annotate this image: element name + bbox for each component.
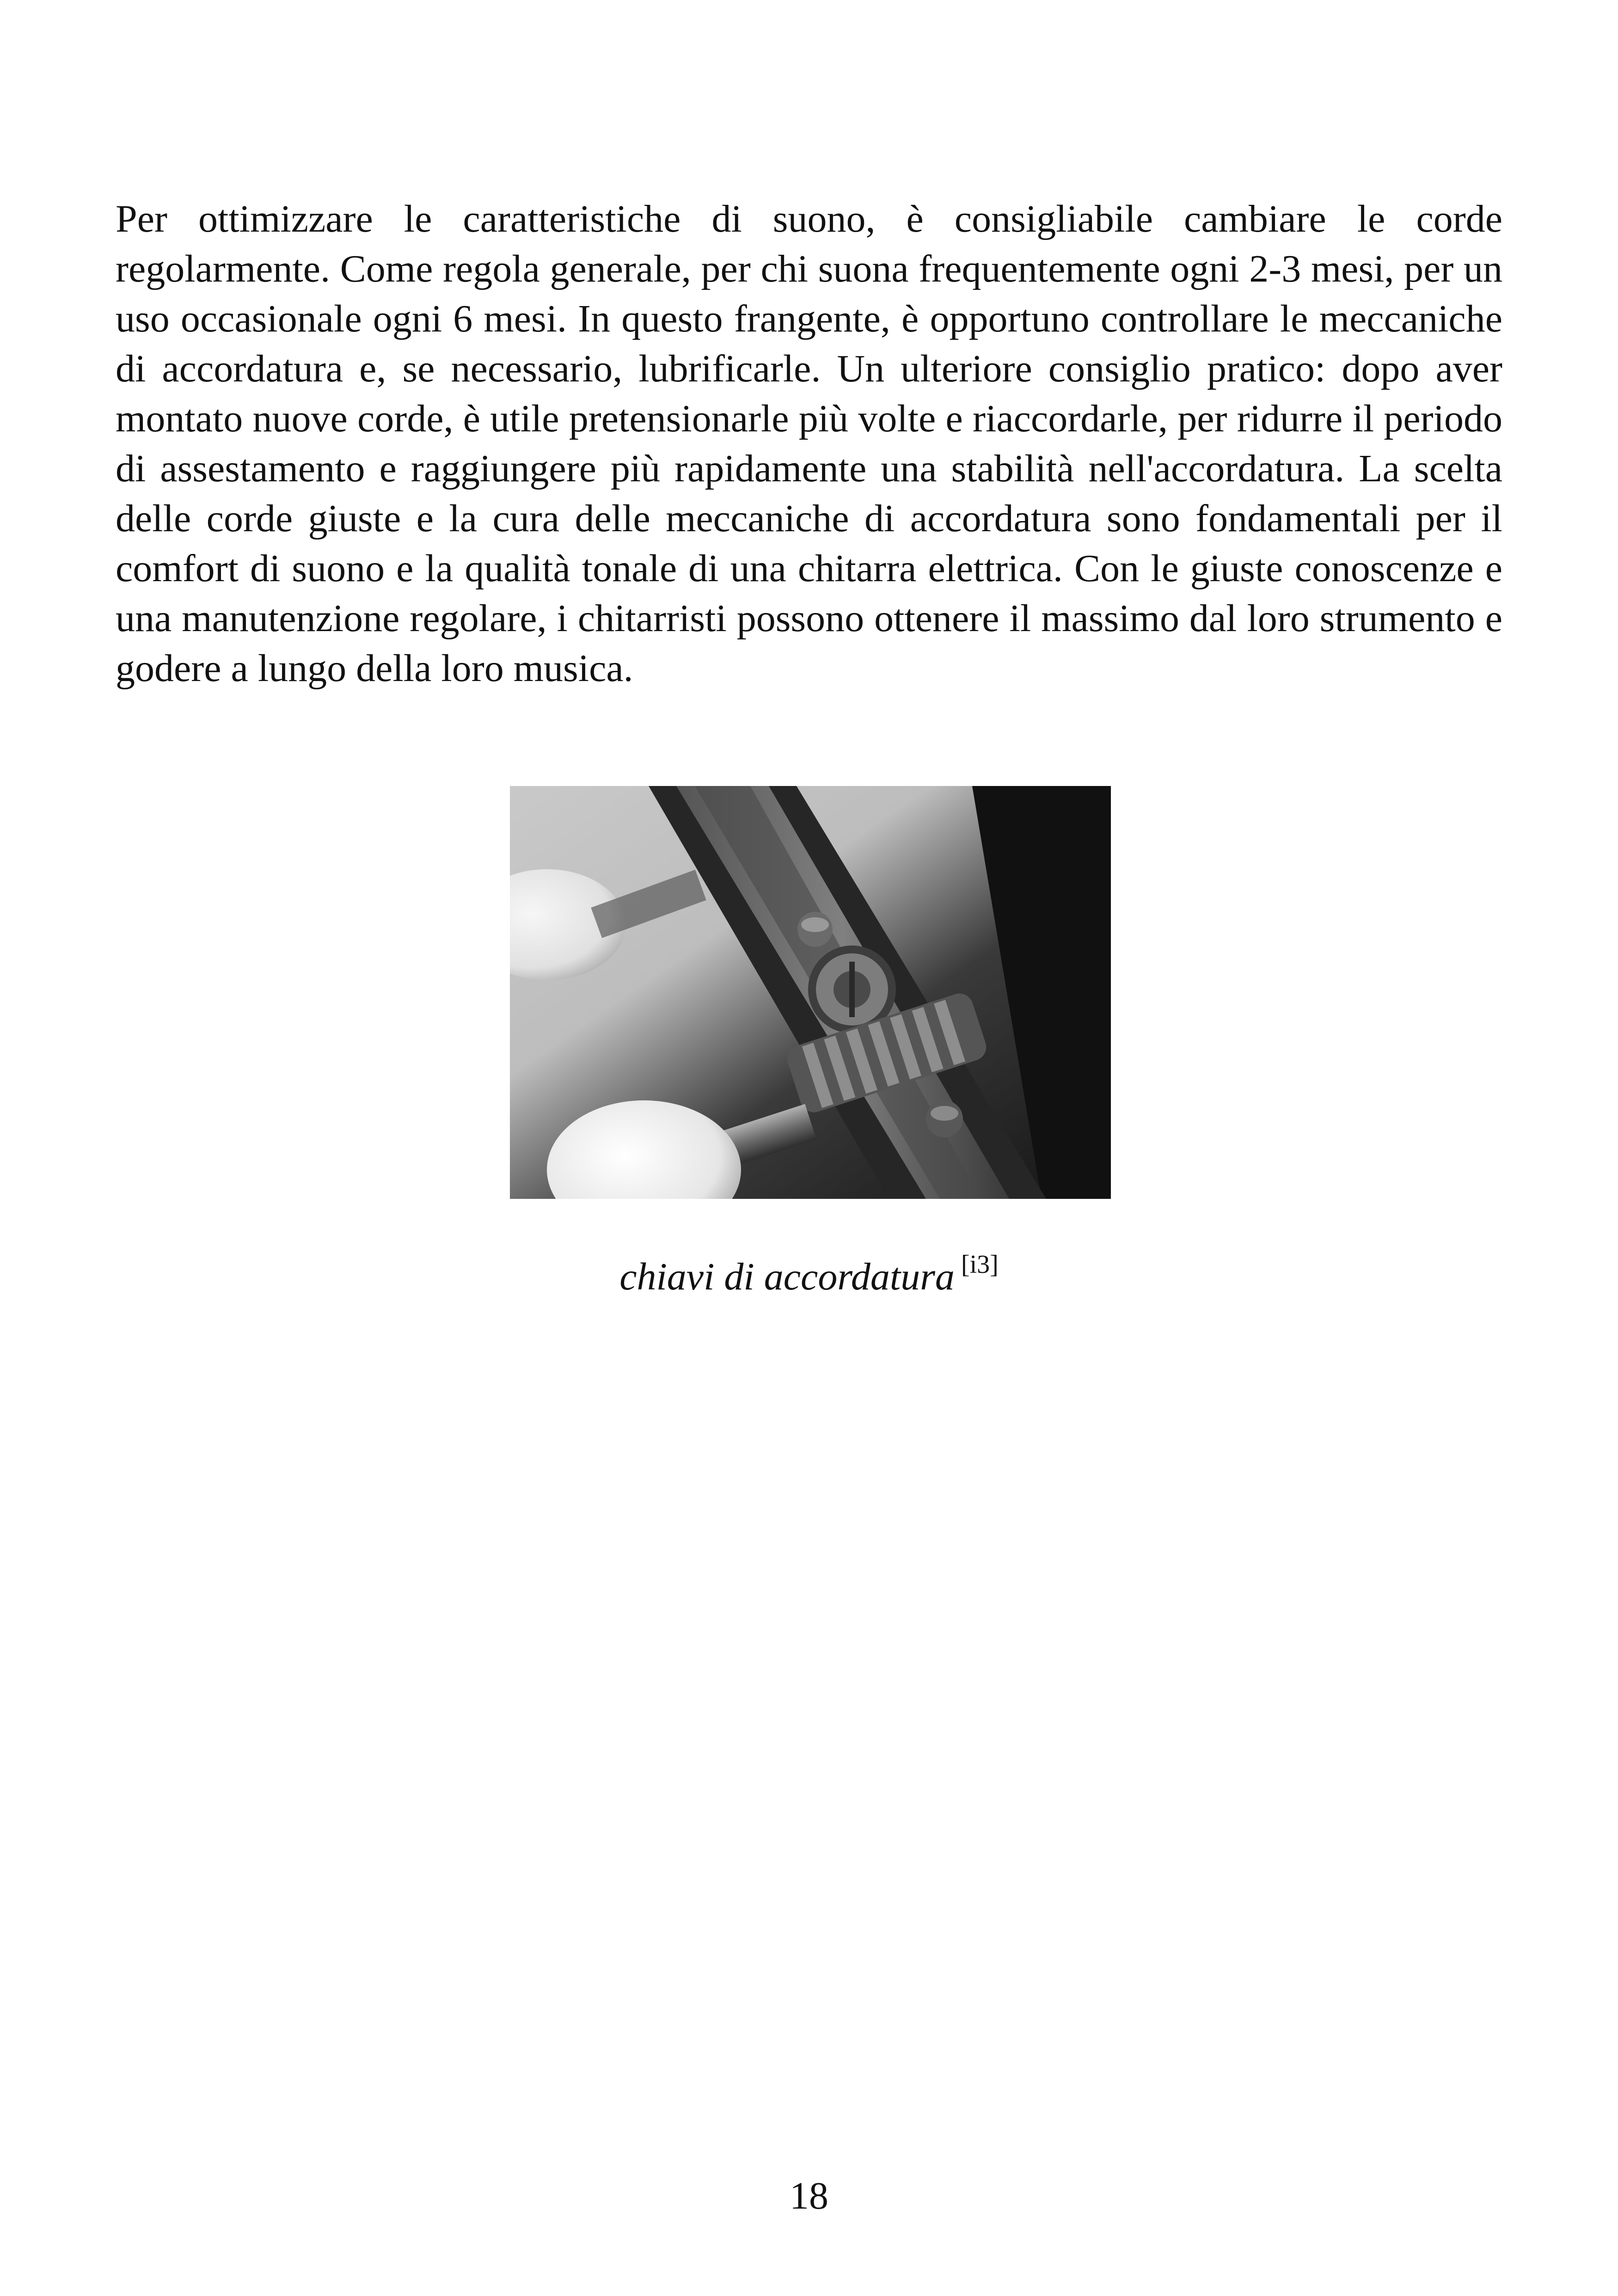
figure-caption xyxy=(0,1239,1618,1302)
tuning-pegs-photo xyxy=(510,786,1111,1199)
page-number: 18 xyxy=(790,2174,828,2217)
caption-text: chiavi di accordatura xyxy=(619,1255,955,1298)
body-paragraph: Per ottimizzare le caratteristiche di suono, è consigliabile cambiare le corde regolarmente. Come regola generale, per chi suona frequentemente ogni 2-3 mesi, per un uso occasionale ogni 6 mesi. In questo frangente, è opportuno controllare le meccaniche di accordatura e, se necessario, lubrificarle. Un ulteriore consiglio pratico: dopo aver montato nuove corde, è utile pretensionarle più volte e riaccordarle, per ridurre il periodo di assestamento e raggiungere più rapidamente una stabilità nell'accordatura. La scelta delle corde giuste e la cura delle meccaniche di accordatura sono fondamentali per il comfort di suono e la qualità tonale di una chitarra elettrica. Con le giuste conoscenze e una manutenzione regolare, i chitarristi possono ottenere il massimo dal loro strumento e godere a lungo della loro musica. xyxy=(116,197,1502,690)
caption-reference: [i3] xyxy=(961,1250,999,1279)
